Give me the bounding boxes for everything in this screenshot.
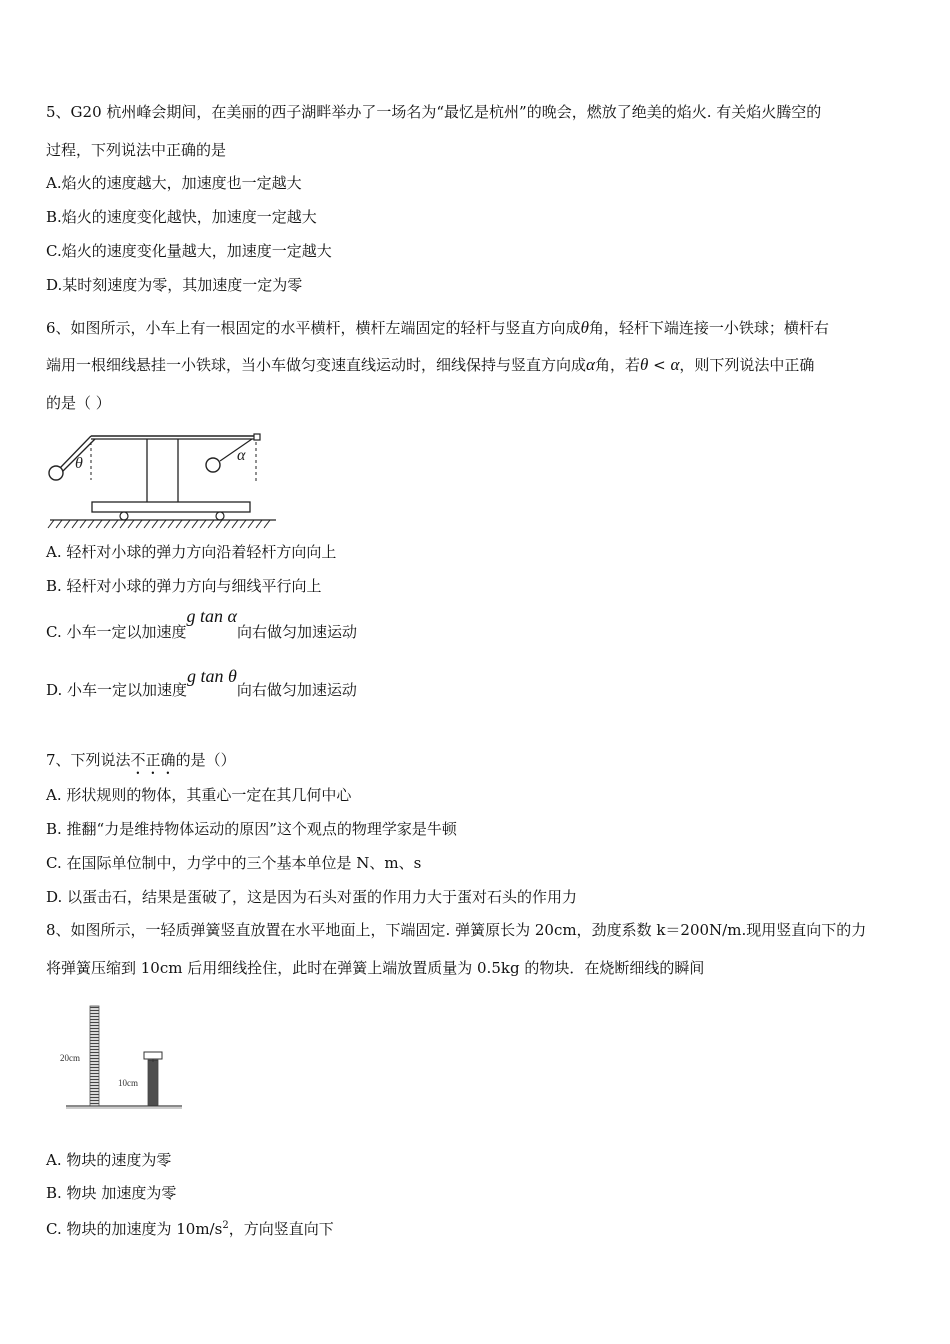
thin-string <box>220 439 252 461</box>
spring-figure <box>58 1000 188 1116</box>
alpha-label: α <box>237 447 246 464</box>
q6-option-a: A. 轻杆对小球的弹力方向沿着轻杆方向向上 <box>46 543 337 561</box>
q5-option-a: A.焰火的速度越大，加速度也一定越大 <box>46 174 302 192</box>
q6-option-d: D. 小车一定以加速度g tan θ向右做匀加速运动 <box>46 666 357 699</box>
block <box>144 1052 162 1059</box>
spring-uncompressed <box>90 1006 99 1106</box>
theta-symbol: θ <box>580 318 589 337</box>
q7-stem: 7、下列说法不正确的是（） <box>46 751 236 769</box>
q5-option-b: B.焰火的速度变化越快，加速度一定越大 <box>46 208 317 226</box>
q8-option-c: C. 物块的加速度为 $10m/s^2$，方向竖直向下 <box>46 1220 334 1238</box>
q6-stem-line3: 的是（ ） <box>46 394 111 412</box>
g-tan-alpha: g tan α <box>186 606 237 626</box>
q8-stem-line2: 将弹簧压缩到 10cm 后用细线拴住，此时在弹簧上端放置质量为 0.5kg 的物块．在烧断细线的瞬间 <box>46 959 705 977</box>
q6-stem-line2: 端用一根细线悬挂一小铁球，当小车做匀变速直线运动时，细线保持与竖直方向成α角，若θ < α，则下列说法中正确 <box>46 355 815 374</box>
cart-body <box>92 502 250 512</box>
q6-option-c: C. 小车一定以加速度g tan α向右做匀加速运动 <box>46 606 357 641</box>
q5-option-c: C.焰火的速度变化量越大，加速度一定越大 <box>46 242 332 260</box>
cart-figure <box>44 430 280 534</box>
q7-option-a: A. 形状规则的物体，其重心一定在其几何中心 <box>46 786 352 804</box>
q8-option-a: A. 物块的速度为零 <box>46 1151 172 1169</box>
q7-option-d: D. 以蛋击石，结果是蛋破了，这是因为石头对蛋的作用力大于蛋对石头的作用力 <box>46 888 578 906</box>
g-tan-theta: g tan θ <box>187 666 237 686</box>
q6-stem-line1: 6、如图所示，小车上有一根固定的水平横杆，横杆左端固定的轻杆与竖直方向成θ角，轻杆下端连接一小铁球；横杆右 <box>46 318 829 337</box>
wheel-right <box>216 512 224 520</box>
q8-stem-line1: 8、如图所示，一轻质弹簧竖直放置在水平地面上，下端固定. 弹簧原长为 20cm，劲度系数 k＝200N/m.现用竖直向下的力 <box>46 921 867 939</box>
wheel-left <box>120 512 128 520</box>
q5-stem-line2: 过程，下列说法中正确的是 <box>46 141 227 159</box>
q5-option-d: D.某时刻速度为零，其加速度一定为零 <box>46 276 303 294</box>
right-iron-ball <box>206 458 220 472</box>
q7-option-c: C. 在国际单位制中，力学中的三个基本单位是 N、m、s <box>46 854 422 872</box>
label-10cm: 10cm <box>118 1078 138 1088</box>
left-iron-ball <box>49 466 63 480</box>
q6-option-b: B. 轻杆对小球的弹力方向与细线平行向上 <box>46 577 322 595</box>
emphasis-not-correct: 不正确 <box>130 751 176 769</box>
label-20cm: 20cm <box>60 1053 80 1063</box>
q5-stem-line1: 5、G20 杭州峰会期间，在美丽的西子湖畔举办了一场名为“最忆是杭州”的晚会，燃放了绝美的焰火. 有关焰火腾空的 <box>46 103 822 121</box>
q8-option-b: B. 物块 加速度为零 <box>46 1184 177 1202</box>
theta-label: θ <box>75 455 83 472</box>
spring-compressed <box>148 1060 158 1106</box>
q7-option-b: B. 推翻“力是维持物体运动的原因”这个观点的物理学家是牛顿 <box>46 820 457 838</box>
